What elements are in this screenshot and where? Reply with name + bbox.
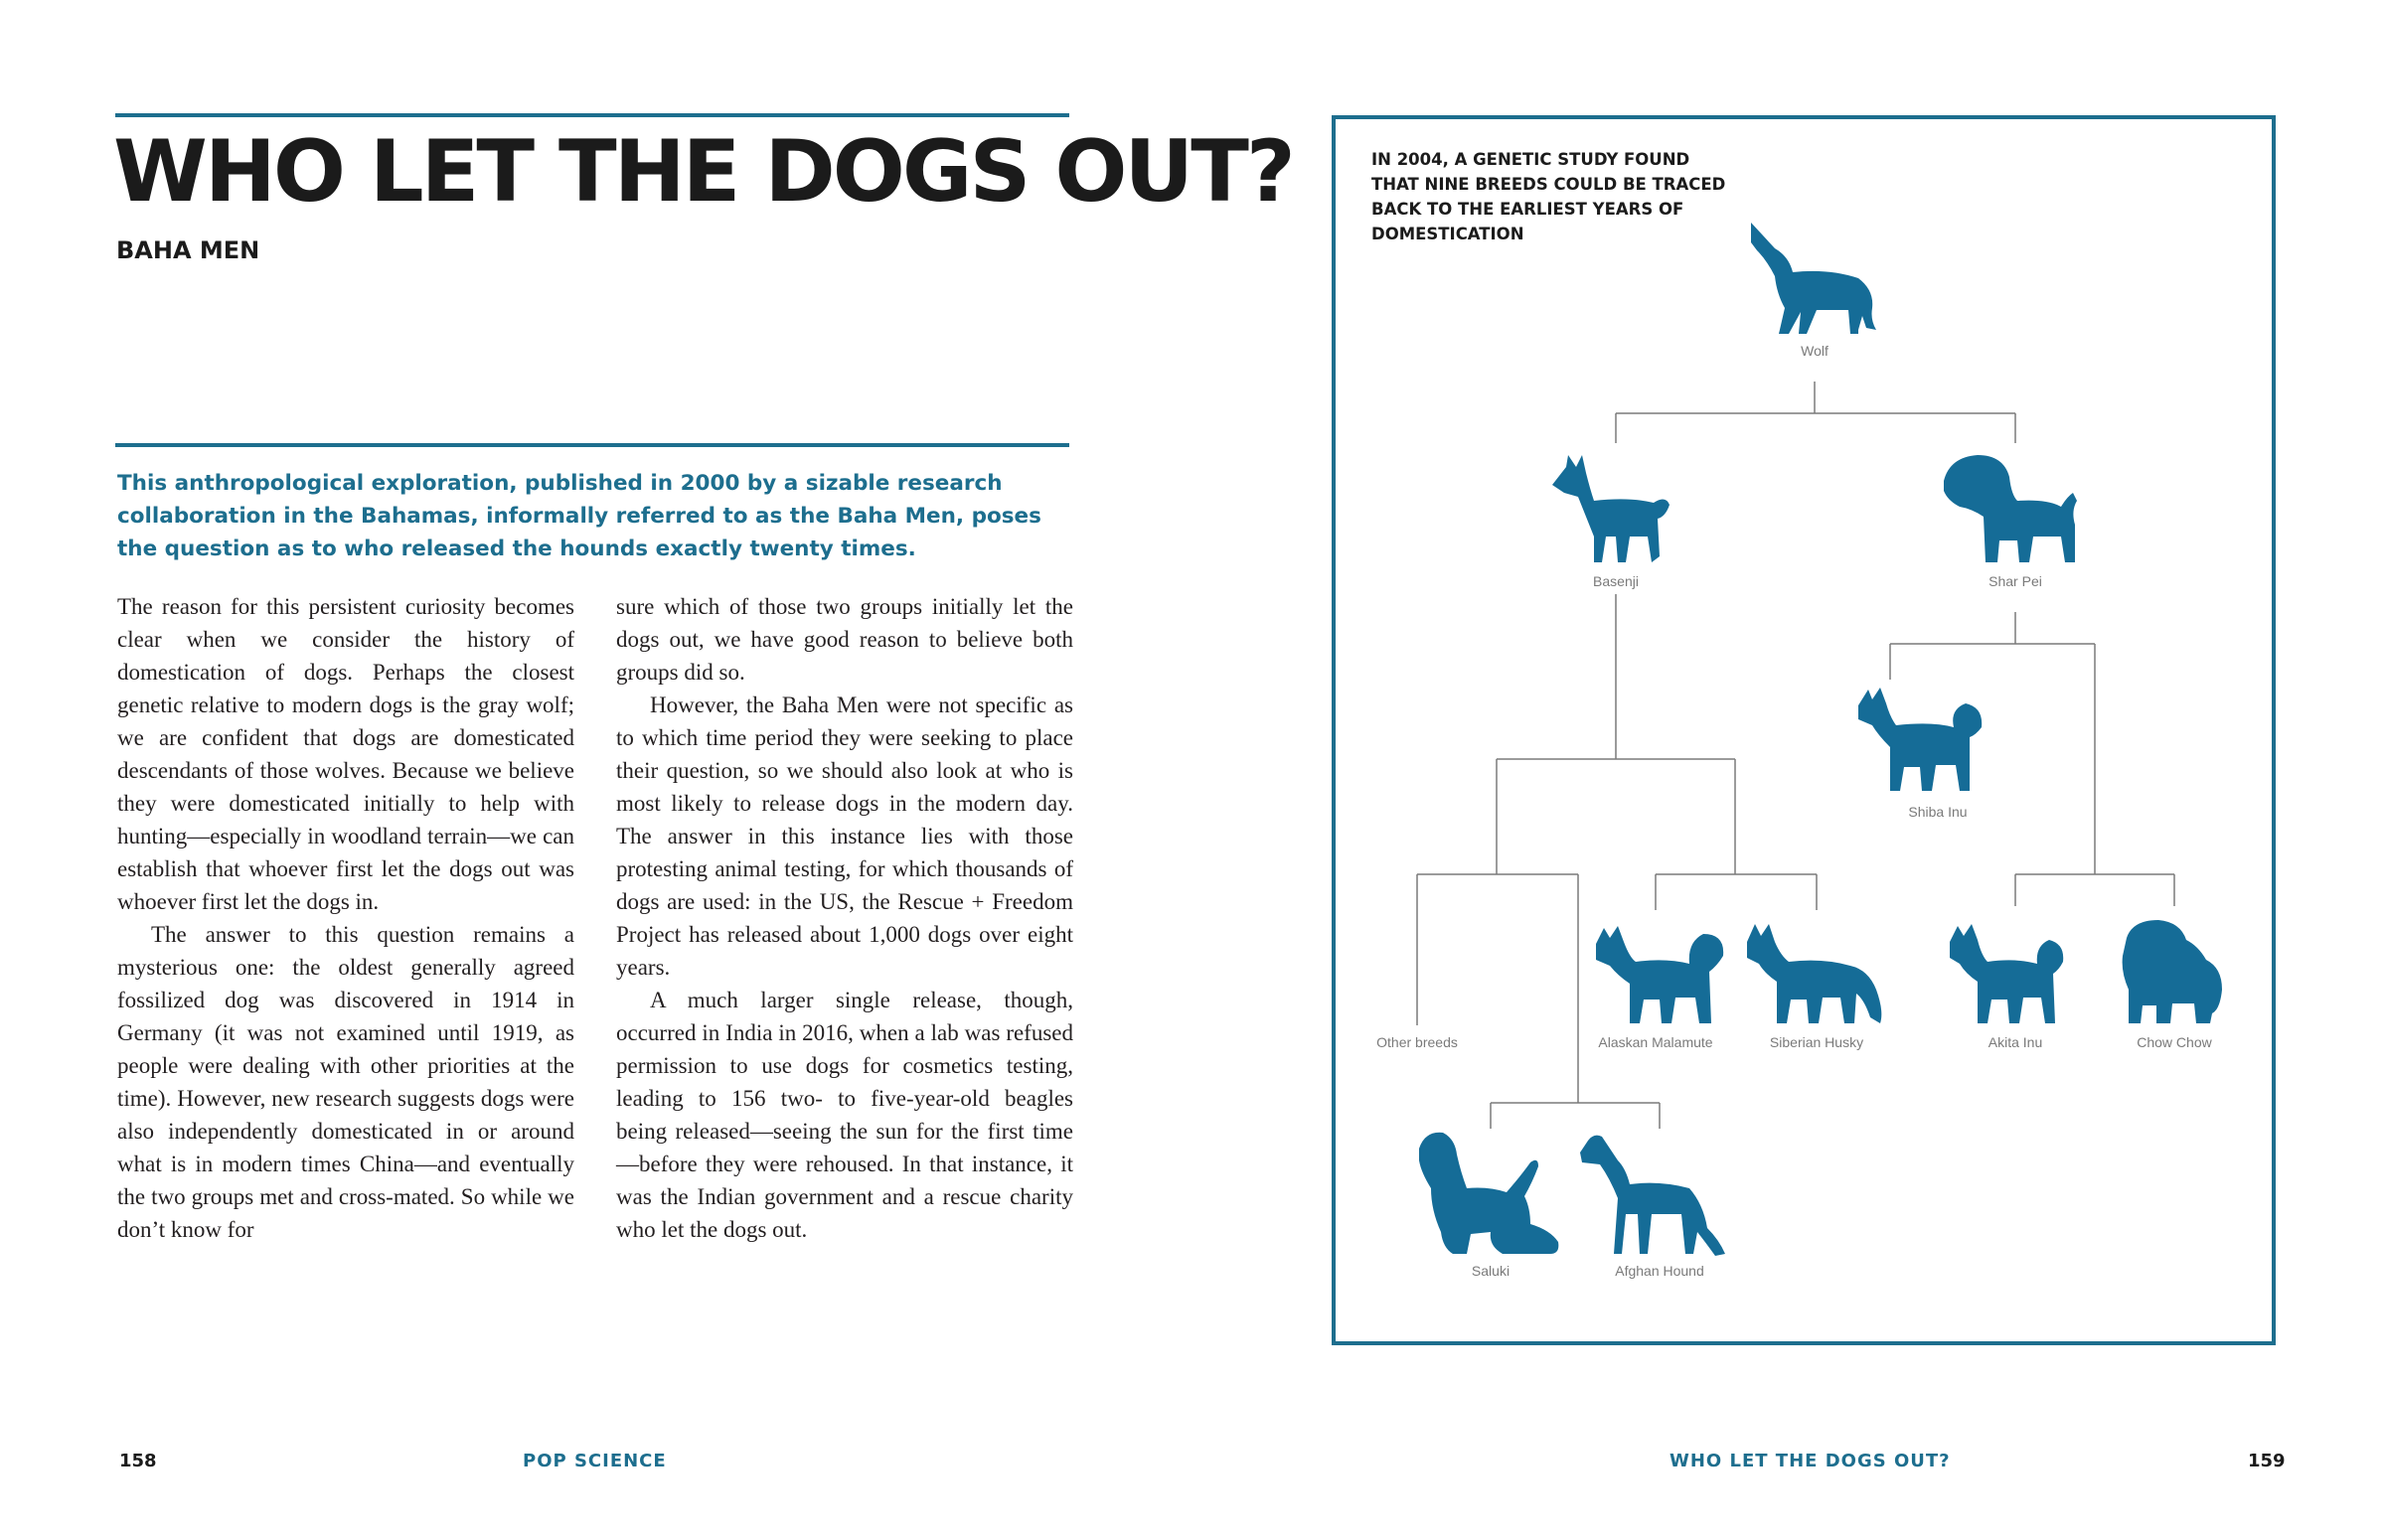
page-title: WHO LET THE DOGS OUT?: [113, 122, 1293, 222]
body-paragraph: The answer to this question remains a mysterious one: the oldest generally agreed fossilized dog was discovered in 1914 in Germany (it was not examined until 1919, as people were dealing with other priorities at the time). However, new research suggests dogs were also independently domesticated in or around what is in modern times China—and eventually the two groups met and cross-mated. So while we don’t know for: [117, 922, 574, 1242]
saluki-label: Saluki: [1471, 1263, 1510, 1279]
shar-pei-icon: [1944, 455, 2077, 562]
basenji-icon: [1552, 455, 1670, 562]
siberian-husky-icon: [1747, 924, 1881, 1023]
page-number-right: 159: [2248, 1451, 2286, 1471]
alaskan-malamute-icon: [1596, 926, 1723, 1023]
basenji-label: Basenji: [1593, 573, 1639, 589]
shar-pei-label: Shar Pei: [1988, 573, 2042, 589]
wolf-label: Wolf: [1801, 343, 1828, 359]
page-number-left: 158: [119, 1451, 157, 1471]
body-paragraph: However, the Baha Men were not specific as to which time period they were seeking to place their question, so we should also look at who is most likely to release dogs in the modern day. The answer in this instance lies with those protesting animal testing, for which thousands of dogs are used: in the US, the Rescue + Freedom Project has released about 1,000 dogs over eight years.: [616, 693, 1073, 980]
shiba-inu-icon: [1858, 688, 1982, 791]
running-head-left: POP SCIENCE: [523, 1451, 667, 1471]
artist-name: BAHA MEN: [116, 236, 260, 264]
running-head-right: WHO LET THE DOGS OUT?: [1670, 1451, 1951, 1471]
intro-paragraph: This anthropological exploration, published in 2000 by a sizable research collaboration in the Bahamas, informally referred to as the Baha Men, poses the question as to who released the hounds exactly twenty times.: [117, 471, 1041, 561]
body-paragraph: sure which of those two groups initially let the dogs out, we have good reason to believe both groups did so.: [616, 594, 1073, 685]
akita-inu-icon: [1950, 924, 2063, 1023]
tree-connectors: [1417, 382, 2174, 1129]
afghan-hound-icon: [1580, 1136, 1725, 1256]
siberian-husky-label: Siberian Husky: [1769, 1034, 1864, 1050]
chow-chow-label: Chow Chow: [2137, 1034, 2212, 1050]
wolf-icon: [1751, 223, 1876, 334]
body-paragraph: A much larger single release, though, occurred in India in 2016, when a lab was refused permission to use dogs for cosmetics testing, leading to 156 two- to five-year-old beagles being released—seeing the sun for the first time—before they were rehoused. In that instance, it was the Indian government and a rescue charity who let the dogs out.: [616, 988, 1073, 1242]
saluki-icon: [1419, 1133, 1558, 1254]
shiba-inu-label: Shiba Inu: [1908, 804, 1968, 820]
alaskan-malamute-label: Alaskan Malamute: [1598, 1034, 1713, 1050]
figure-caption: IN 2004, A GENETIC STUDY FOUND THAT NINE BREEDS COULD BE TRACED BACK TO THE EARLIEST YEARS OF DOMESTICATION: [1371, 150, 1726, 243]
body-paragraph: The reason for this persistent curiosity becomes clear when we consider the history of domestication of dogs. Perhaps the closest genetic relative to modern dogs is the gray wolf; we are confident that dogs are domesticated descendants of those wolves. Because we believe they were domesticated initially to help with hunting—especially in woodland terrain—we can establish that whoever first let the dogs out was whoever first let the dogs in.: [117, 594, 574, 914]
afghan-hound-label: Afghan Hound: [1615, 1263, 1704, 1279]
akita-inu-label: Akita Inu: [1988, 1034, 2043, 1050]
other-breeds-label: Other breeds: [1376, 1034, 1458, 1050]
chow-chow-icon: [2123, 920, 2222, 1023]
